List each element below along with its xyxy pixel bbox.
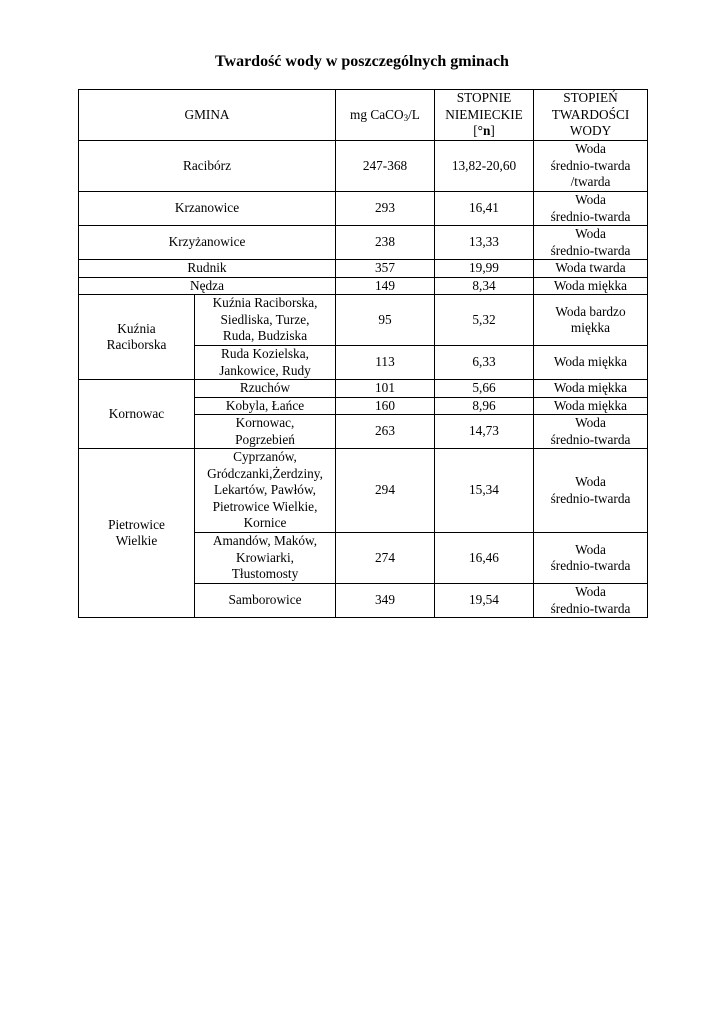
locality-line: Kuźnia Raciborska, (212, 295, 318, 311)
cell-mg: 247-368 (336, 141, 435, 192)
hardness-line: średnio-twarda (550, 242, 631, 258)
header-bracket-open: [ (473, 123, 478, 139)
cell-hardness (534, 449, 648, 533)
gmina-line: Pietrowice (108, 516, 165, 532)
hardness-line: Woda (575, 226, 606, 241)
header-bracket-close: ] (490, 123, 495, 139)
hardness-line: Woda bardzo (555, 303, 626, 319)
cell-mg: 149 (336, 277, 435, 295)
cell-mg: 293 (336, 192, 435, 226)
locality-line: Amandów, Maków, (212, 533, 318, 549)
cell-localities (195, 295, 336, 346)
cell-localities: Rzuchów (195, 380, 336, 398)
cell-hardness: Woda miękka (534, 380, 648, 398)
cell-degrees: 19,99 (435, 260, 534, 278)
hardness-line: Woda (575, 584, 606, 599)
cell-gmina: Nędza (79, 277, 336, 295)
table-row (79, 380, 648, 398)
cell-localities (195, 449, 336, 533)
hardness-line: średnio-twarda (550, 431, 631, 447)
cell-degrees: 13,33 (435, 226, 534, 260)
water-hardness-table (78, 89, 648, 618)
hardness-line: miękka (570, 320, 611, 335)
header-degree-unit: °n (477, 123, 491, 139)
cell-hardness (534, 295, 648, 346)
table-row (79, 260, 648, 278)
cell-gmina: Rudnik (79, 260, 336, 278)
header-hardness-degree (534, 90, 648, 141)
cell-degrees: 15,34 (435, 449, 534, 533)
cell-hardness (534, 141, 648, 192)
header-stopien-line-1: STOPIEŃ (563, 90, 618, 106)
locality-line: Pietrowice Wielkie, (212, 498, 318, 514)
cell-hardness (534, 192, 648, 226)
cell-gmina: Kornowac (79, 380, 195, 449)
cell-degrees: 16,46 (435, 533, 534, 584)
locality-line: Jankowice, Rudy (219, 362, 311, 378)
gmina-line: Kuźnia (117, 320, 156, 336)
cell-degrees: 5,66 (435, 380, 534, 398)
table-row (79, 295, 648, 346)
hardness-line: Woda (575, 415, 606, 430)
hardness-line: /twarda (570, 174, 611, 190)
header-stopien-line-3: WODY (569, 123, 612, 139)
cell-degrees: 19,54 (435, 584, 534, 618)
hardness-line: średnio-twarda (550, 600, 631, 616)
cell-mg: 160 (336, 397, 435, 415)
header-mg-suffix: /L (408, 106, 420, 122)
locality-line: Pogrzebień (235, 431, 295, 447)
cell-degrees: 5,32 (435, 295, 534, 346)
locality-line: Tłustomosty (231, 566, 299, 582)
cell-gmina: Krzanowice (79, 192, 336, 226)
cell-gmina: Racibórz (79, 141, 336, 192)
cell-mg: 349 (336, 584, 435, 618)
table-row (79, 226, 648, 260)
hardness-line: średnio-twarda (550, 208, 631, 224)
cell-hardness (534, 415, 648, 449)
header-mg-subscript: 3 (403, 112, 409, 123)
locality-line: Ruda, Budziska (222, 328, 308, 344)
cell-localities (195, 346, 336, 380)
hardness-line: Woda (575, 192, 606, 207)
cell-hardness (534, 226, 648, 260)
table-row (79, 141, 648, 192)
locality-line: Ruda Kozielska, (221, 346, 309, 361)
cell-degrees: 13,82-20,60 (435, 141, 534, 192)
cell-gmina (79, 295, 195, 380)
cell-mg: 274 (336, 533, 435, 584)
hardness-line: Woda (575, 474, 606, 489)
locality-line: Siedliska, Turze, (220, 311, 310, 327)
locality-line: Kornice (243, 515, 287, 531)
header-gmina: GMINA (79, 90, 336, 141)
cell-mg: 294 (336, 449, 435, 533)
cell-hardness: Woda miękka (534, 397, 648, 415)
cell-localities: Samborowice (195, 584, 336, 618)
hardness-line: średnio-twarda (550, 490, 631, 506)
hardness-line: średnio-twarda (550, 558, 631, 573)
header-row (79, 90, 648, 141)
header-mg-caco3 (336, 90, 435, 141)
page-title: Twardość wody w poszczególnych gminach (215, 53, 509, 70)
cell-mg: 95 (336, 295, 435, 346)
locality-line: Kornowac, (235, 415, 295, 430)
locality-line: Lekartów, Pawłów, (213, 482, 317, 498)
cell-mg: 263 (336, 415, 435, 449)
locality-line: Krowiarki, (236, 549, 294, 565)
header-german-degrees (435, 90, 534, 141)
table-row (79, 449, 648, 533)
cell-degrees: 6,33 (435, 346, 534, 380)
header-stopnie-line-1: STOPNIE (456, 90, 512, 106)
header-stopnie-line-2: NIEMIECKIE (445, 106, 523, 122)
cell-degrees: 14,73 (435, 415, 534, 449)
header-mg-prefix: mg CaCO (350, 106, 404, 122)
locality-line: Cyprzanów, (233, 449, 297, 465)
table-row (79, 277, 648, 295)
cell-mg: 113 (336, 346, 435, 380)
cell-localities (195, 533, 336, 584)
cell-gmina (79, 449, 195, 618)
cell-mg: 101 (336, 380, 435, 398)
header-stopnie-line-3 (438, 123, 530, 140)
cell-degrees: 8,34 (435, 277, 534, 295)
locality-line: Gródczanki,Żerdziny, (207, 465, 323, 481)
gmina-line: Wielkie (115, 533, 158, 548)
cell-hardness (534, 584, 648, 618)
gmina-line: Raciborska (106, 337, 167, 352)
cell-degrees: 8,96 (435, 397, 534, 415)
header-stopien-line-2: TWARDOŚCI (551, 106, 630, 122)
cell-mg: 357 (336, 260, 435, 278)
hardness-line: Woda (575, 141, 606, 157)
cell-mg: 238 (336, 226, 435, 260)
cell-degrees: 16,41 (435, 192, 534, 226)
cell-hardness: Woda miękka (534, 277, 648, 295)
cell-gmina: Krzyżanowice (79, 226, 336, 260)
cell-hardness: Woda miękka (534, 346, 648, 380)
hardness-line: średnio-twarda (550, 157, 631, 173)
cell-hardness (534, 533, 648, 584)
cell-localities: Kobyla, Łańce (195, 397, 336, 415)
cell-localities (195, 415, 336, 449)
cell-hardness: Woda twarda (534, 260, 648, 278)
hardness-line: Woda (575, 541, 606, 557)
table-row (79, 192, 648, 226)
